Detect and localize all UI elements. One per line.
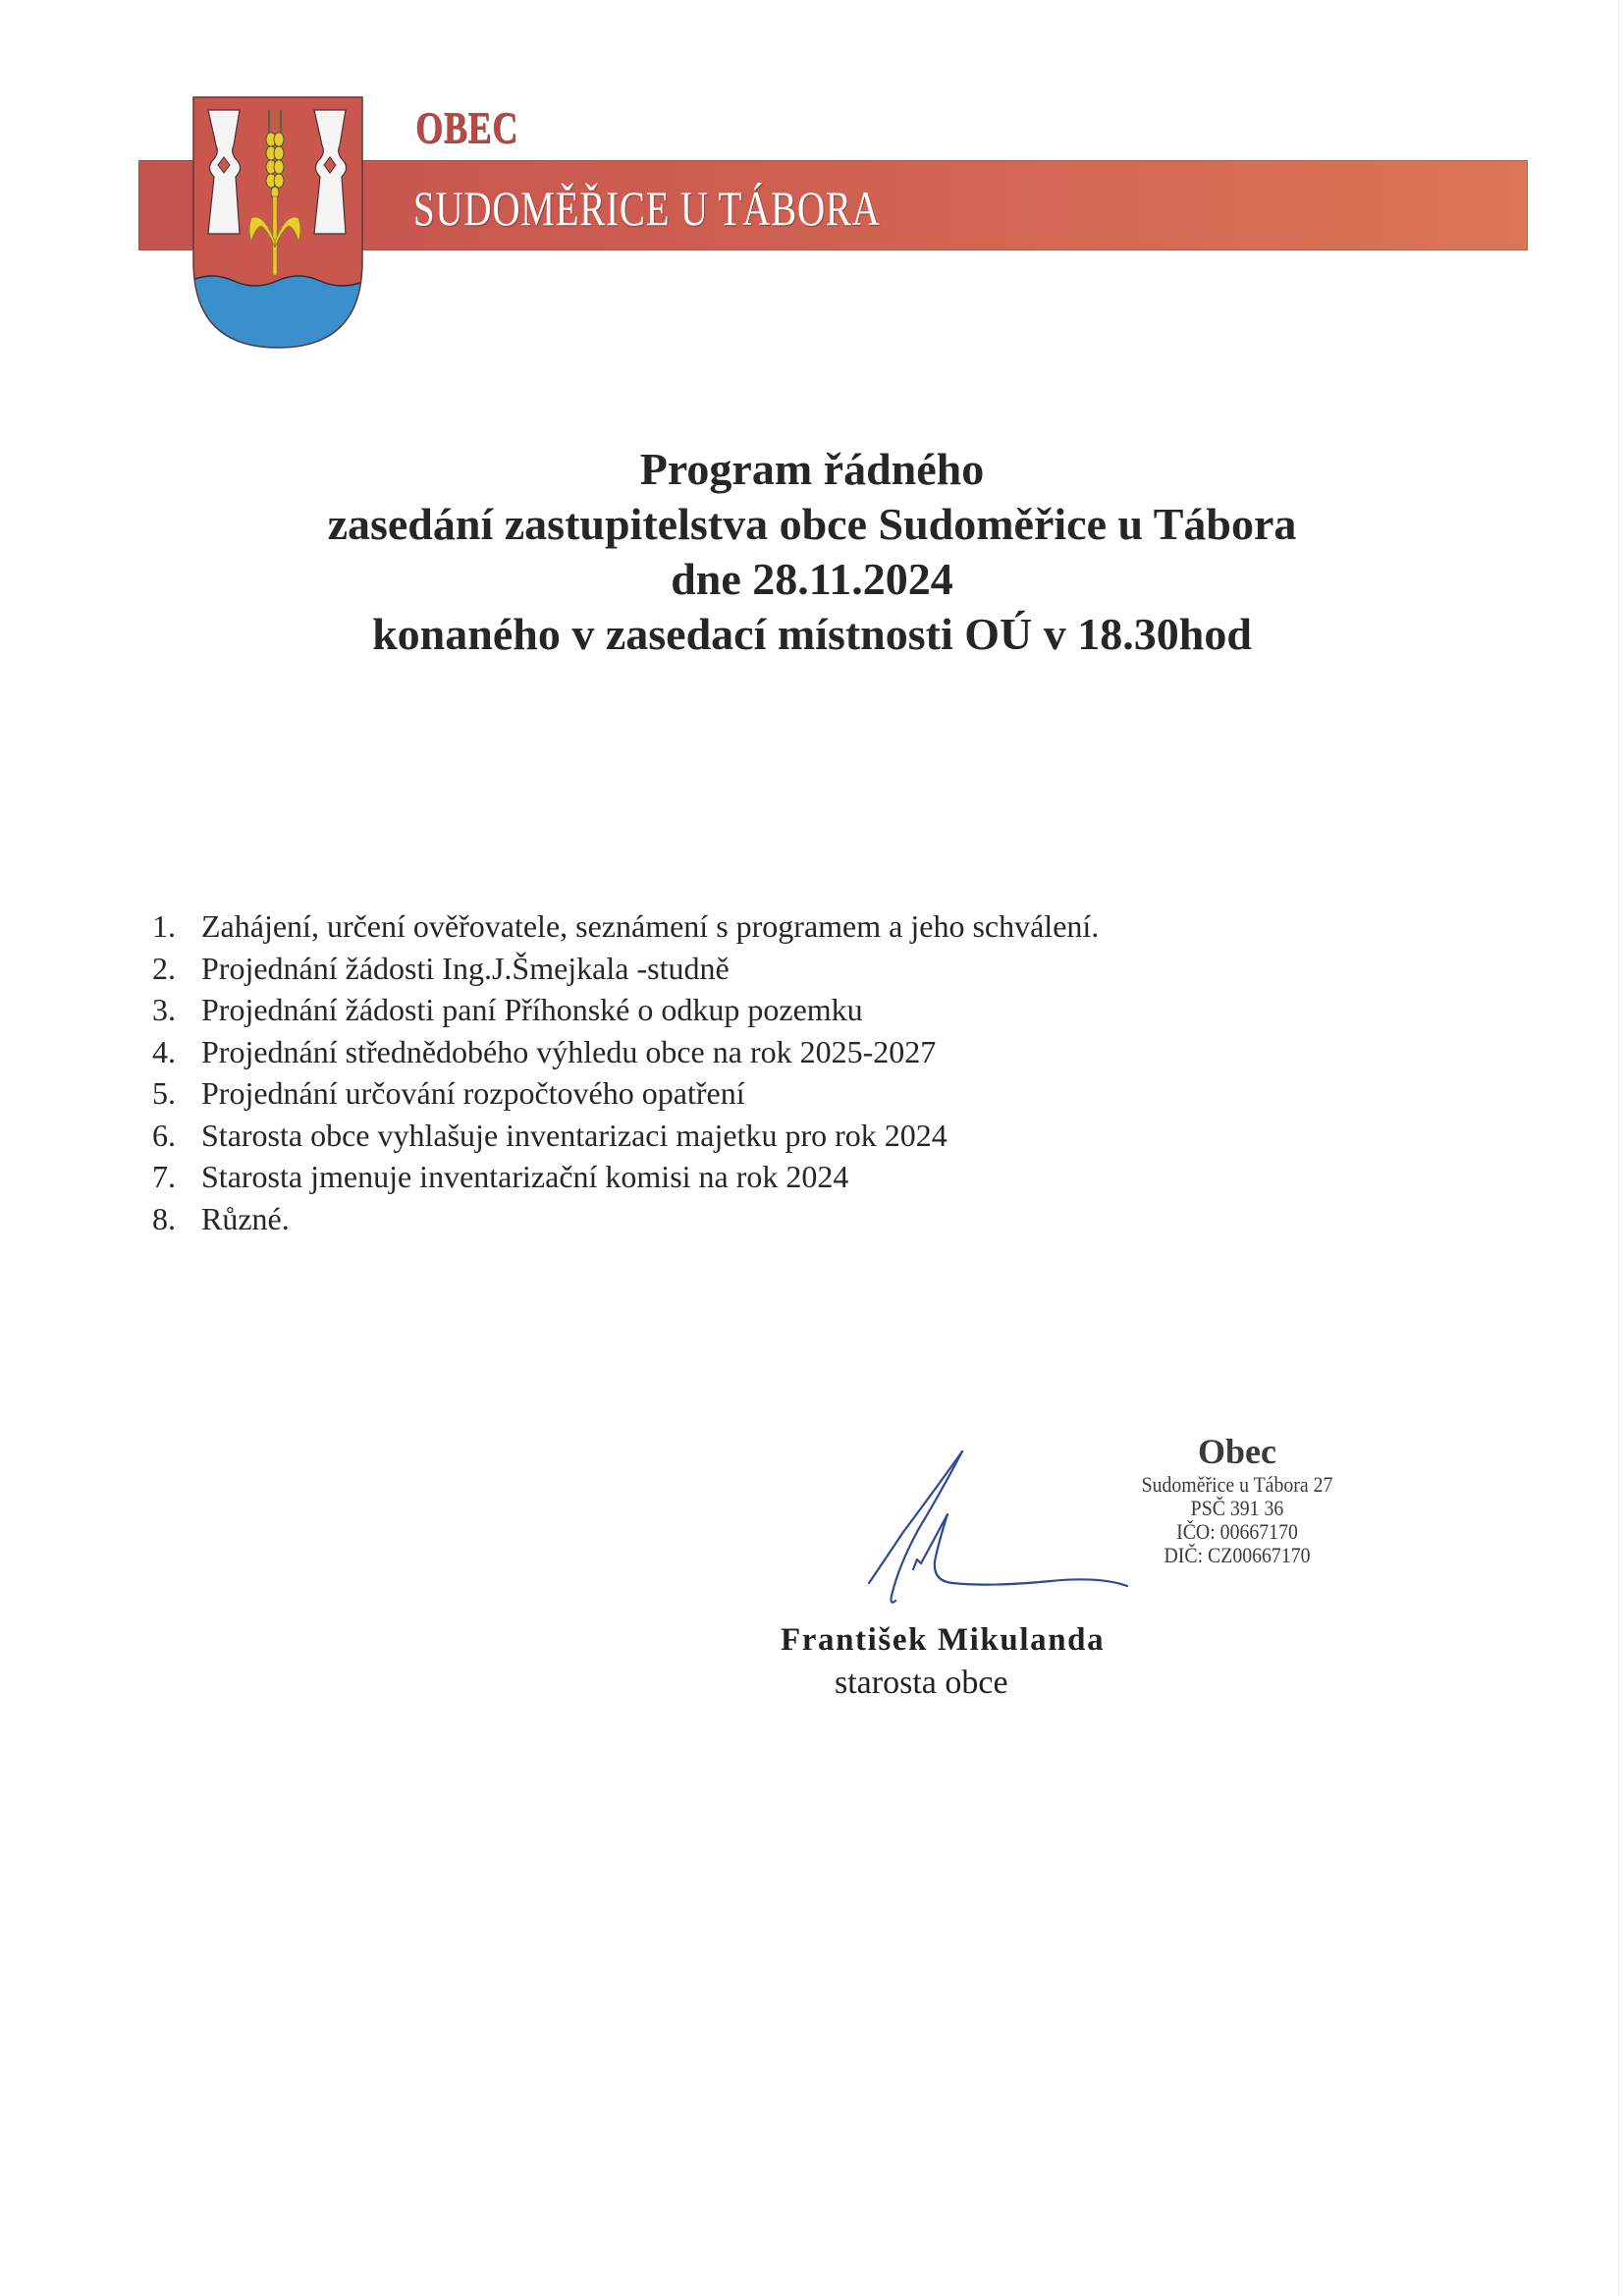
title-line: Program řádného bbox=[639, 444, 985, 494]
signer-role: starosta obce bbox=[835, 1665, 1008, 1701]
agenda-item bbox=[152, 1156, 1099, 1198]
agenda-item-text: Projednání žádosti Ing.J.Šmejkala -studně bbox=[201, 950, 730, 986]
agenda-item-text: Různé. bbox=[201, 1200, 290, 1236]
stamp-title: Obec bbox=[1198, 1432, 1276, 1471]
agenda-item bbox=[152, 1198, 1099, 1240]
letterhead-village-name: SUDOMĚŘICE U TÁBORA bbox=[413, 181, 881, 236]
agenda-item bbox=[152, 905, 1099, 948]
title-line: zasedání zastupitelstva obce Sudoměřice u Tábora bbox=[327, 499, 1297, 549]
letterhead-obec-label: OBEC bbox=[415, 102, 518, 152]
stamp-dic: DIČ: CZ00667170 bbox=[1164, 1543, 1311, 1567]
agenda-item bbox=[152, 989, 1099, 1031]
agenda-item-number: 7. bbox=[152, 1159, 176, 1194]
agenda-item-text: Starosta jmenuje inventarizační komisi na rok 2024 bbox=[201, 1159, 849, 1194]
agenda-item-number: 2. bbox=[152, 950, 176, 986]
stamp-ico: IČO: 00667170 bbox=[1176, 1519, 1298, 1544]
agenda-item-number: 8. bbox=[152, 1200, 176, 1236]
document-title bbox=[0, 442, 1624, 662]
agenda-item-number: 1. bbox=[152, 908, 176, 944]
agenda-item-text: Starosta obce vyhlašuje inventarizaci majetku pro rok 2024 bbox=[201, 1117, 947, 1153]
handwritten-signature bbox=[844, 1434, 1139, 1615]
official-stamp bbox=[1100, 1430, 1375, 1567]
agenda-item bbox=[152, 1072, 1099, 1115]
agenda-item-text: Zahájení, určení ověřovatele, seznámení s programem a jeho schválení. bbox=[201, 908, 1100, 944]
stamp-postal-code: PSČ 391 36 bbox=[1190, 1496, 1284, 1520]
signer-name: František Mikulanda bbox=[781, 1622, 1106, 1658]
coat-of-arms-logo bbox=[190, 94, 365, 352]
stamp-address: Sudoměřice u Tábora 27 bbox=[1141, 1472, 1333, 1497]
agenda-item bbox=[152, 1115, 1099, 1157]
title-line: konaného v zasedací místnosti OÚ v 18.30hod bbox=[372, 609, 1252, 659]
scan-edge-line bbox=[1618, 0, 1619, 2296]
agenda-item-text: Projednání střednědobého výhledu obce na rok 2025-2027 bbox=[201, 1033, 937, 1069]
agenda-list bbox=[152, 905, 1099, 1239]
title-line: dne 28.11.2024 bbox=[671, 554, 953, 604]
water-wave bbox=[190, 276, 365, 352]
agenda-item-number: 3. bbox=[152, 992, 176, 1027]
agenda-item-text: Projednání určování rozpočtového opatření bbox=[201, 1075, 745, 1111]
agenda-item bbox=[152, 948, 1099, 990]
agenda-item-number: 5. bbox=[152, 1075, 176, 1111]
agenda-item bbox=[152, 1031, 1099, 1073]
agenda-item-number: 6. bbox=[152, 1117, 176, 1153]
agenda-item-text: Projednání žádosti paní Příhonské o odkup pozemku bbox=[201, 992, 863, 1027]
agenda-item-number: 4. bbox=[152, 1033, 176, 1069]
